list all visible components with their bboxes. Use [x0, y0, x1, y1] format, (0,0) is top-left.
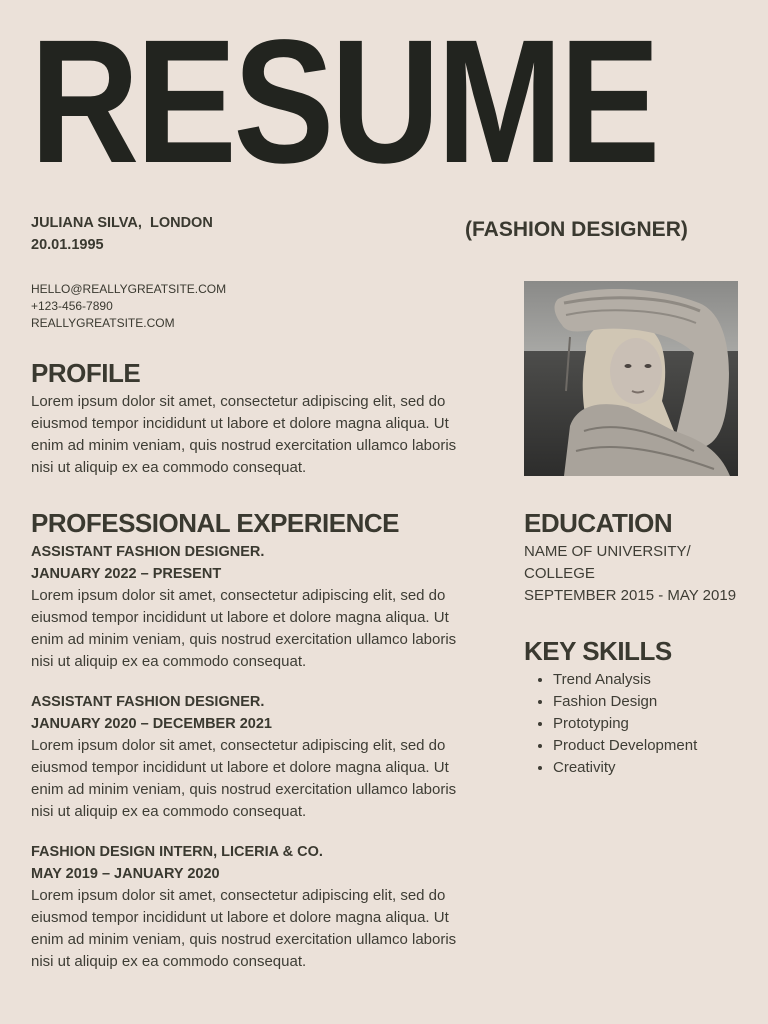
contact-website: REALLYGREATSITE.COM	[31, 316, 175, 330]
skill-item: • Creativity	[553, 757, 754, 779]
experience-heading: PROFESSIONAL EXPERIENCE	[31, 508, 399, 538]
skill-item: • Product Development	[553, 735, 754, 757]
job-role: ASSISTANT FASHION DESIGNER.	[31, 544, 265, 560]
job-role: ASSISTANT FASHION DESIGNER.	[31, 694, 265, 710]
skill-item: • Trend Analysis	[553, 669, 754, 691]
job-title: (FASHION DESIGNER)	[465, 218, 688, 241]
job-description: Lorem ipsum dolor sit amet, consectetur adipiscing elit, sed do eiusmod tempor incididunt ut labore et dolore magna aliqua. Ut enim ad minim veniam, quis nostrud exercitation ullamco laboris nisi ut aliquip ex ea commodo consequat.	[31, 737, 457, 820]
education-heading: EDUCATION	[524, 508, 673, 538]
profile-heading: PROFILE	[31, 358, 141, 388]
resume-title: RESUME	[30, 4, 657, 200]
education-institution-cont: COLLEGE	[524, 565, 595, 582]
skills-section	[524, 636, 754, 779]
skill-item: • Prototyping	[553, 713, 754, 735]
contact-phone: +123-456-7890	[31, 299, 113, 313]
job-description: Lorem ipsum dolor sit amet, consectetur adipiscing elit, sed do eiusmod tempor incididunt ut labore et dolore magna aliqua. Ut enim ad minim veniam, quis nostrud exercitation ullamco laboris nisi ut aliquip ex ea commodo consequat.	[31, 587, 457, 670]
contact-email: HELLO@REALLYGREATSITE.COM	[31, 282, 227, 296]
job-description: Lorem ipsum dolor sit amet, consectetur adipiscing elit, sed do eiusmod tempor incididunt ut labore et dolore magna aliqua. Ut enim ad minim veniam, quis nostrud exercitation ullamco laboris nisi ut aliquip ex ea commodo consequat.	[31, 887, 457, 970]
name-block	[31, 212, 213, 256]
skills-heading: KEY SKILLS	[524, 636, 672, 666]
education-section	[524, 508, 754, 607]
job-role: FASHION DESIGN INTERN, LICERIA & CO.	[31, 844, 323, 860]
profile-text: Lorem ipsum dolor sit amet, consectetur adipiscing elit, sed do eiusmod tempor incididunt ut labore et dolore magna aliqua. Ut enim ad minim veniam, quis nostrud exercitation ullamco laboris nisi ut aliquip ex ea commodo consequat.	[31, 393, 457, 476]
portrait-photo	[524, 281, 738, 476]
name-location: JULIANA SILVA, LONDON	[31, 215, 213, 231]
profile-section	[31, 358, 461, 479]
contact-info	[31, 281, 226, 332]
education-dates: SEPTEMBER 2015 - MAY 2019	[524, 587, 737, 604]
skill-item: • Fashion Design	[553, 691, 754, 713]
job-dates: MAY 2019 – JANUARY 2020	[31, 866, 220, 882]
job-dates: JANUARY 2022 – PRESENT	[31, 566, 222, 582]
birth-date: 20.01.1995	[31, 237, 104, 253]
education-institution: NAME OF UNIVERSITY/	[524, 543, 691, 560]
experience-section	[31, 508, 461, 991]
job-entry	[31, 841, 461, 973]
job-dates: JANUARY 2020 – DECEMBER 2021	[31, 716, 272, 732]
skills-list	[524, 669, 754, 779]
job-entry	[31, 691, 461, 823]
job-entry	[31, 541, 461, 673]
